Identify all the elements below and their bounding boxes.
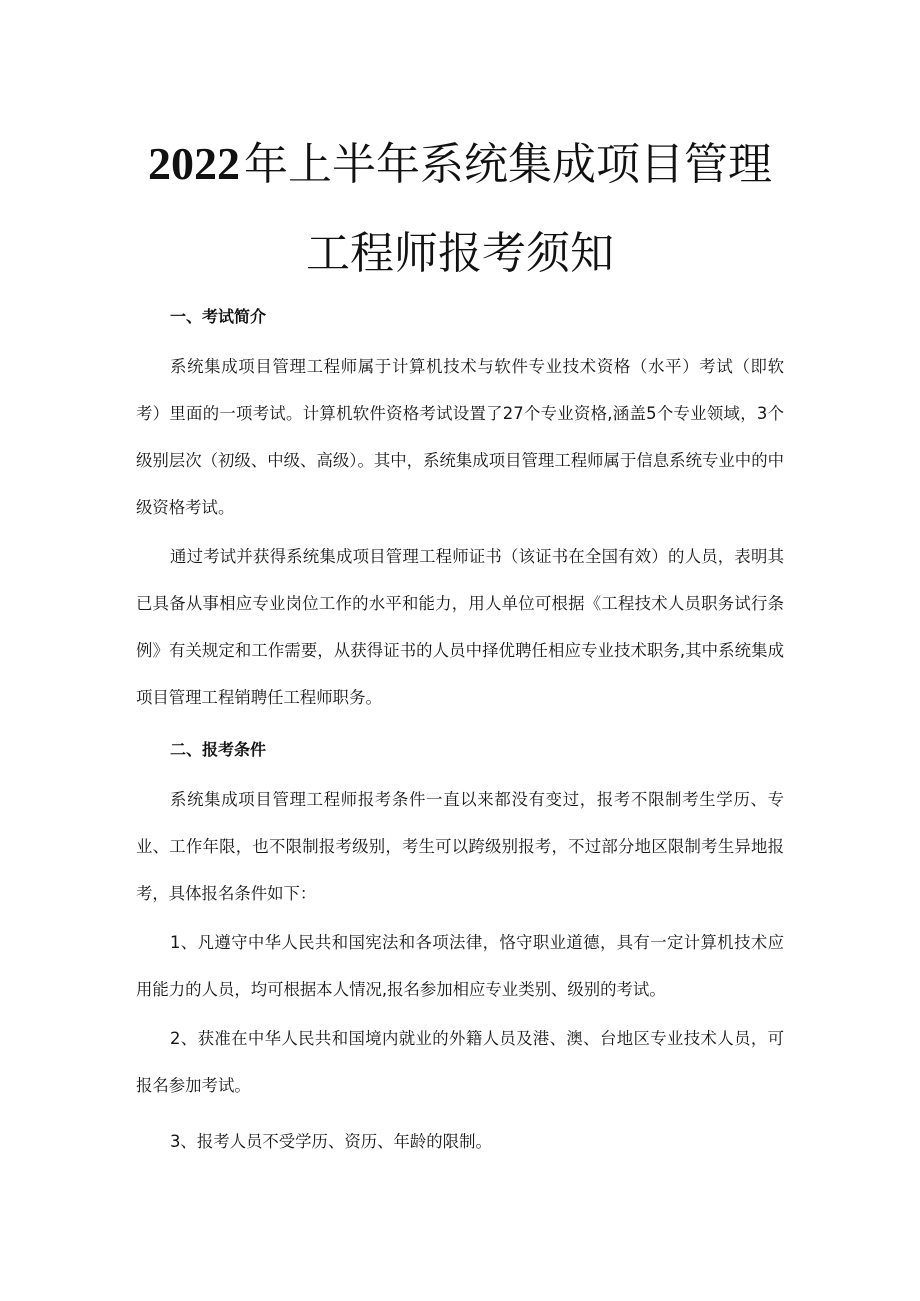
title-year: 2022 bbox=[148, 138, 240, 189]
paragraph-exam-intro-1: 系统集成项目管理工程师属于计算机技术与软件专业技术资格（水平）考试（即软考）里面的一项考试。计算机软件资格考试设置了27个专业资格,涵盖5个专业领域，3个级别层次（初级、中级、高级）。其中，系统集成项目管理工程师属于信息系统专业中的中级资格考试。 bbox=[136, 357, 784, 517]
section-heading-exam-intro: 一、考试简介 bbox=[170, 307, 267, 326]
list-item-eligibility-3: 3、报考人员不受学历、资历、年龄的限制。 bbox=[170, 1132, 492, 1151]
document-title-line-1 bbox=[0, 136, 920, 193]
list-item-eligibility-1: 1、凡遵守中华人民共和国宪法和各项法律，恪守职业道德，具有一定计算机技术应用能力的人员，均可根据本人情况,报名参加相应专业类别、级别的考试。 bbox=[136, 933, 784, 999]
list-item-eligibility-2: 2、获准在中华人民共和国境内就业的外籍人员及港、澳、台地区专业技术人员，可报名参加考试。 bbox=[136, 1029, 784, 1095]
title-line-1-text: 年上半年系统集成项目管理 bbox=[244, 139, 772, 190]
section-heading-eligibility: 二、报考条件 bbox=[170, 740, 267, 759]
paragraph-exam-intro-2: 通过考试并获得系统集成项目管理工程师证书（该证书在全国有效）的人员，表明其已具备从事相应专业岗位工作的水平和能力，用人单位可根据《工程技术人员职务试行条例》有关规定和工作需要，从获得证书的人员中择优聘任相应专业技术职务,其中系统集成项目管理工程销聘任工程师职务。 bbox=[136, 547, 784, 707]
paragraph-eligibility-intro: 系统集成项目管理工程师报考条件一直以来都没有变过，报考不限制考生学历、专业、工作年限，也不限制报考级别，考生可以跨级别报考，不过部分地区限制考生异地报考，具体报名条件如下： bbox=[136, 790, 784, 903]
document-title-line-2: 工程师报考须知 bbox=[306, 228, 614, 279]
